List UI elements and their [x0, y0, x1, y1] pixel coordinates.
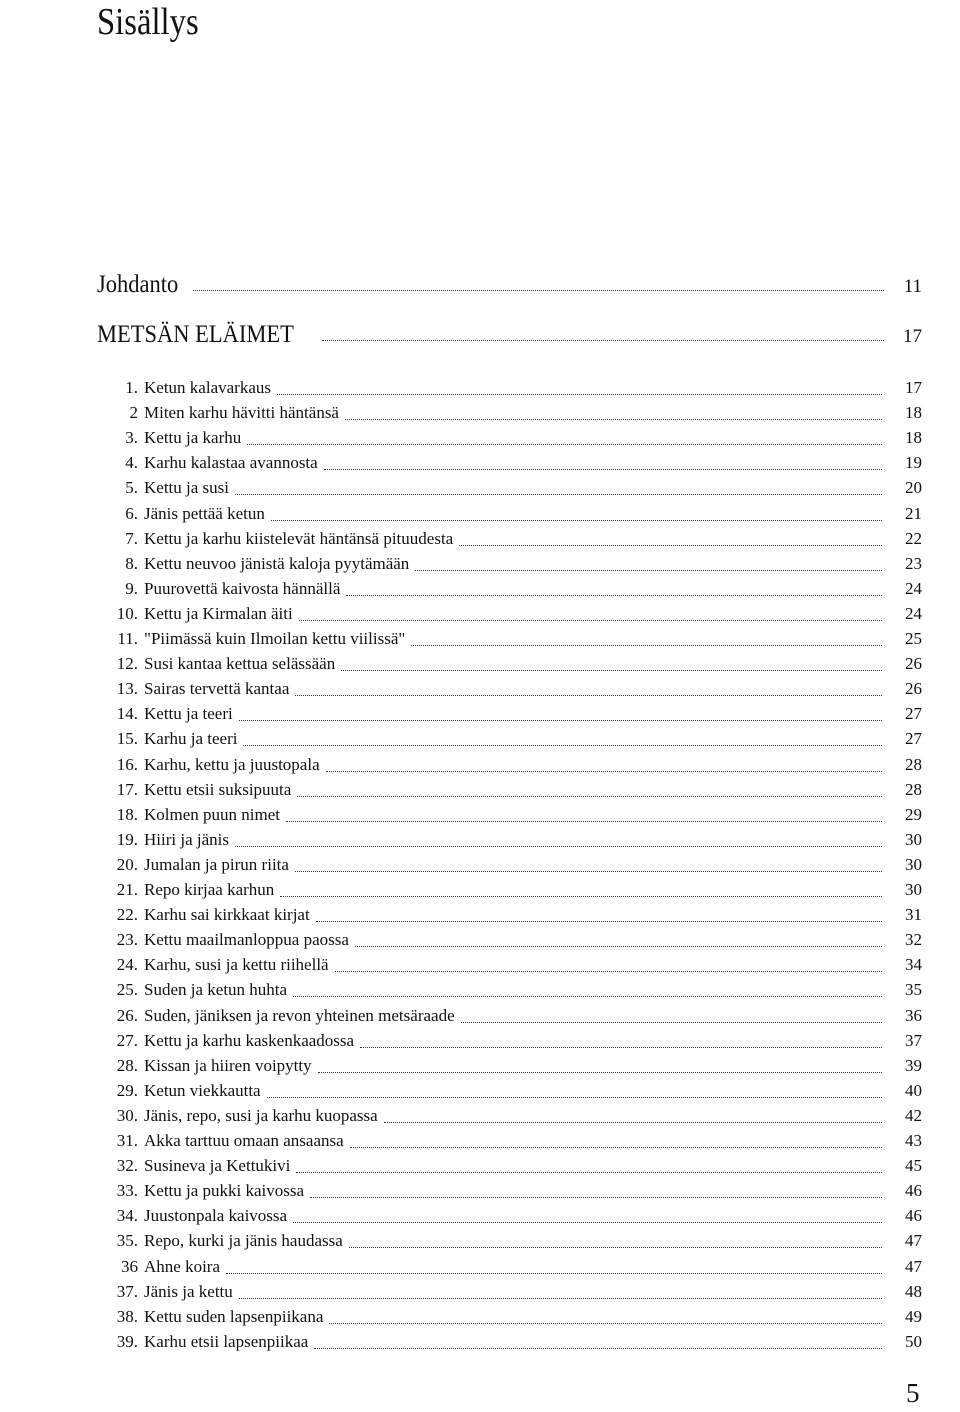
- toc-entry-number: 32.: [116, 1156, 138, 1176]
- toc-entry-page: 40: [905, 1080, 922, 1100]
- toc-entry-page: 32: [905, 930, 922, 950]
- toc-entry-title: Miten karhu hävitti häntänsä: [144, 403, 339, 423]
- toc-entry-number: 19.: [116, 829, 138, 849]
- toc-entry[interactable]: [100, 1128, 922, 1153]
- toc-entry-page: 22: [905, 528, 922, 548]
- toc-entry-page: 39: [905, 1055, 922, 1075]
- toc-entry-number: 39.: [116, 1331, 138, 1351]
- toc-entry-number: 36: [121, 1256, 138, 1276]
- toc-entry[interactable]: [100, 1153, 922, 1178]
- toc-entry-title: Karhu ja teeri: [144, 729, 238, 749]
- toc-entry-page: 28: [905, 754, 922, 774]
- toc-entry[interactable]: [100, 1228, 922, 1253]
- toc-entry-number: 15.: [116, 729, 138, 749]
- toc-entry-page: 17: [905, 378, 922, 397]
- dot-leader: [322, 339, 884, 341]
- toc-entry-number: 20.: [116, 854, 138, 874]
- dot-leader: [293, 995, 882, 997]
- dot-leader: [286, 820, 882, 822]
- dot-leader: [193, 289, 884, 291]
- dot-leader: [295, 870, 882, 872]
- toc-entry-page: 47: [905, 1256, 922, 1276]
- toc-entry-page: 18: [905, 403, 922, 423]
- toc-entry-page: 20: [905, 478, 922, 498]
- toc-entry-page: 35: [905, 980, 922, 1000]
- toc-entry[interactable]: [100, 952, 922, 977]
- toc-entry[interactable]: [100, 450, 922, 475]
- toc-entry-page: 48: [905, 1281, 922, 1301]
- toc-entry-title: Kettu ja teeri: [144, 704, 233, 724]
- toc-entry-title: Ahne koira: [144, 1256, 221, 1276]
- toc-entry[interactable]: [100, 777, 922, 802]
- toc-entry-title: Karhu kalastaa avannosta: [144, 453, 318, 473]
- toc-entry-page: 45: [905, 1156, 922, 1176]
- toc-entry-title: Kettu etsii suksipuuta: [144, 779, 292, 799]
- dot-leader: [360, 1046, 882, 1048]
- toc-entry-page: 23: [905, 553, 922, 573]
- toc-entry-title: Sairas tervettä kantaa: [144, 679, 290, 699]
- toc-entry-number: 10.: [116, 603, 138, 623]
- dot-leader: [310, 1196, 882, 1198]
- toc-entry[interactable]: [100, 1203, 922, 1228]
- toc-entry-page: 49: [905, 1306, 922, 1326]
- dot-leader: [318, 1071, 882, 1073]
- toc-entry-title: Kissan ja hiiren voipytty: [144, 1055, 312, 1075]
- toc-entry-page: 24: [905, 578, 922, 598]
- page-number: 5: [906, 1378, 920, 1408]
- toc-entry-page: 37: [905, 1030, 922, 1050]
- toc-entry[interactable]: [100, 676, 922, 701]
- toc-entry[interactable]: [100, 400, 922, 425]
- toc-entry-title: Susineva ja Kettukivi: [144, 1156, 291, 1176]
- toc-entry[interactable]: [100, 375, 922, 400]
- dot-leader: [345, 418, 882, 420]
- toc-entry-number: 8.: [125, 553, 138, 573]
- toc-entry-title: Jänis ja kettu: [144, 1281, 233, 1301]
- toc-entry[interactable]: [100, 1028, 922, 1053]
- toc-entry-title: Kettu maailmanloppua paossa: [144, 930, 349, 950]
- dot-leader: [316, 920, 882, 922]
- dot-leader: [324, 468, 882, 470]
- toc-entry[interactable]: [100, 927, 922, 952]
- dot-leader: [461, 1021, 882, 1023]
- toc-entry[interactable]: [100, 977, 922, 1002]
- toc-entry-title: Puurovettä kaivosta hännällä: [144, 578, 341, 598]
- toc-entry-number: 16.: [116, 754, 138, 774]
- dot-leader: [346, 594, 882, 596]
- toc-entry[interactable]: [100, 1279, 922, 1304]
- dot-leader: [411, 644, 882, 646]
- toc-entry[interactable]: [100, 1254, 922, 1279]
- toc-entry-title: Ketun kalavarkaus: [144, 378, 271, 397]
- toc-entry-number: 26.: [116, 1005, 138, 1025]
- toc-entry-title: Suden ja ketun huhta: [144, 980, 288, 1000]
- toc-entry[interactable]: [100, 877, 922, 902]
- dot-leader: [235, 845, 882, 847]
- toc-entry[interactable]: [100, 752, 922, 777]
- toc-entry-number: 21.: [116, 880, 138, 899]
- toc-entry-page: 18: [905, 428, 922, 448]
- toc-entry-page: 26: [905, 654, 922, 674]
- toc-entry-page: 50: [905, 1331, 922, 1351]
- toc-entry-title: Kettu ja karhu kiistelevät häntänsä pituudesta: [144, 528, 454, 548]
- toc-entry-number: 3.: [125, 428, 138, 448]
- toc-entry-number: 23.: [116, 930, 138, 950]
- toc-entry-page: 27: [905, 704, 922, 724]
- toc-entry-title: Repo kirjaa karhun: [144, 880, 275, 899]
- dot-leader: [296, 1171, 882, 1173]
- dot-leader: [314, 1347, 882, 1349]
- toc-entry-page: 30: [905, 854, 922, 874]
- toc-entry-number: 34.: [116, 1206, 138, 1226]
- toc-entry[interactable]: [100, 701, 922, 726]
- toc-section-page: 17: [903, 326, 922, 347]
- toc-entry-page: 30: [905, 880, 922, 899]
- toc-entry-number: 31.: [116, 1131, 138, 1150]
- toc-entry-number: 11.: [117, 629, 138, 648]
- toc-entry-title: Jumalan ja pirun riita: [144, 854, 289, 874]
- toc-entry[interactable]: [100, 475, 922, 500]
- toc-entry-number: 27.: [116, 1030, 138, 1050]
- toc-entry-title: Repo, kurki ja jänis haudassa: [144, 1231, 343, 1251]
- toc-entry-title: Akka tarttuu omaan ansaansa: [144, 1131, 344, 1150]
- toc-entry-title: Kettu ja Kirmalan äiti: [144, 603, 293, 623]
- toc-entry-number: 30.: [116, 1105, 138, 1125]
- dot-leader: [350, 1146, 882, 1148]
- toc-section-title: Johdanto: [97, 271, 179, 298]
- toc-entry-number: 24.: [116, 955, 138, 975]
- toc-entry-page: 25: [905, 629, 922, 648]
- dot-leader: [293, 1221, 882, 1223]
- dot-leader: [239, 719, 882, 721]
- toc-entry-number: 7.: [125, 528, 138, 548]
- dot-leader: [297, 795, 882, 797]
- toc-entry-page: 46: [905, 1206, 922, 1226]
- toc-entry-page: 19: [905, 453, 922, 473]
- toc-entry[interactable]: [100, 626, 922, 651]
- toc-entry-page: 29: [905, 804, 922, 824]
- toc-entry-title: Karhu sai kirkkaat kirjat: [144, 905, 310, 925]
- toc-entry-number: 28.: [116, 1055, 138, 1075]
- toc-entry[interactable]: [100, 1304, 922, 1329]
- toc-entry-page: 43: [905, 1131, 922, 1150]
- dot-leader: [280, 895, 882, 897]
- toc-entry-number: 17.: [116, 779, 138, 799]
- toc-entry[interactable]: [100, 425, 922, 450]
- toc-entry-title: Kettu ja karhu kaskenkaadossa: [144, 1030, 355, 1050]
- toc-entry-title: Jänis pettää ketun: [144, 503, 265, 523]
- toc-entry-number: 9.: [125, 578, 138, 598]
- toc-entry-number: 13.: [116, 679, 138, 699]
- toc-entry-title: Kettu suden lapsenpiikana: [144, 1306, 324, 1326]
- dot-leader: [295, 694, 882, 696]
- toc-entry[interactable]: [100, 827, 922, 852]
- dot-leader: [239, 1297, 882, 1299]
- dot-leader: [267, 1096, 882, 1098]
- dot-leader: [271, 519, 882, 521]
- toc-entry-number: 25.: [116, 980, 138, 1000]
- dot-leader: [243, 744, 882, 746]
- toc-entry-page: 21: [905, 503, 922, 523]
- toc-entry-title: Kettu ja pukki kaivossa: [144, 1181, 305, 1201]
- toc-section-intro[interactable]: [97, 270, 922, 300]
- toc-entry[interactable]: [100, 902, 922, 927]
- toc-entry[interactable]: [100, 1329, 922, 1354]
- toc-entry-number: 6.: [125, 503, 138, 523]
- toc-entry-page: 24: [905, 603, 922, 623]
- toc-entry-number: 14.: [116, 704, 138, 724]
- toc-entry-page: 31: [905, 905, 922, 925]
- dot-leader: [226, 1272, 882, 1274]
- toc-entry-number: 33.: [116, 1181, 138, 1201]
- toc-entry-page: 26: [905, 679, 922, 699]
- dot-leader: [355, 945, 882, 947]
- toc-entry-title: Hiiri ja jänis: [144, 829, 229, 849]
- toc-entry[interactable]: [100, 1003, 922, 1028]
- dot-leader: [277, 393, 882, 395]
- dot-leader: [384, 1121, 882, 1123]
- toc-entry-number: 1.: [125, 378, 138, 397]
- dot-leader: [235, 493, 882, 495]
- toc-entry-title: Kettu ja karhu: [144, 428, 242, 448]
- toc-entry[interactable]: [100, 1053, 922, 1078]
- toc-section-page: 11: [903, 276, 922, 297]
- toc-entry-page: 36: [905, 1005, 922, 1025]
- dot-leader: [326, 770, 882, 772]
- toc-entry-number: 38.: [116, 1306, 138, 1326]
- toc-entry[interactable]: [100, 852, 922, 877]
- toc-entry-number: 4.: [125, 453, 138, 473]
- toc-entry-title: Karhu, susi ja kettu riihellä: [144, 955, 329, 975]
- toc-entry-number: 5.: [125, 478, 138, 498]
- toc-entry-number: 2: [129, 403, 138, 423]
- toc-entry[interactable]: [100, 576, 922, 601]
- toc-entry[interactable]: [100, 501, 922, 526]
- dot-leader: [349, 1246, 882, 1248]
- toc-entry[interactable]: [100, 651, 922, 676]
- toc-entry-page: 46: [905, 1181, 922, 1201]
- toc-entry-page: 28: [905, 779, 922, 799]
- toc-entry-title: Kolmen puun nimet: [144, 804, 280, 824]
- dot-leader: [341, 669, 882, 671]
- toc-entry-number: 22.: [116, 905, 138, 925]
- dot-leader: [299, 619, 882, 621]
- toc-entry-title: Kettu neuvoo jänistä kaloja pyytämään: [144, 553, 410, 573]
- toc-entry[interactable]: [100, 601, 922, 626]
- toc-entry-page: 30: [905, 829, 922, 849]
- dot-leader: [247, 443, 882, 445]
- toc-entry-title: Ketun viekkautta: [144, 1080, 261, 1100]
- page-title: Sisällys: [97, 1, 199, 43]
- toc-entry-page: 47: [905, 1231, 922, 1251]
- toc-entry-number: 12.: [116, 654, 138, 674]
- toc-entry-title: "Piimässä kuin Ilmoilan kettu viilissä": [144, 629, 406, 648]
- toc-entry-page: 42: [905, 1105, 922, 1125]
- dot-leader: [415, 569, 882, 571]
- toc-entry-number: 18.: [116, 804, 138, 824]
- toc-entry[interactable]: [100, 551, 922, 576]
- toc-section-title: METSÄN ELÄIMET: [97, 321, 294, 348]
- toc-entry-title: Karhu, kettu ja juustopala: [144, 754, 320, 774]
- toc-entry-page: 27: [905, 729, 922, 749]
- toc-entry-page: 34: [905, 955, 922, 975]
- toc-entry-number: 35.: [116, 1231, 138, 1251]
- toc-entry[interactable]: [100, 1178, 922, 1203]
- toc-entry[interactable]: [100, 1103, 922, 1128]
- dot-leader: [459, 544, 882, 546]
- toc-entry-number: 37.: [116, 1281, 138, 1301]
- toc-section-forest-animals[interactable]: [97, 320, 922, 350]
- toc-entry[interactable]: [100, 1078, 922, 1103]
- toc-entry-title: Karhu etsii lapsenpiikaa: [144, 1331, 309, 1351]
- toc-entry-title: Suden, jäniksen ja revon yhteinen metsäraade: [144, 1005, 455, 1025]
- toc-entry[interactable]: [100, 526, 922, 551]
- toc-entry-title: Kettu ja susi: [144, 478, 229, 498]
- dot-leader: [335, 970, 882, 972]
- toc-entry-title: Jänis, repo, susi ja karhu kuopassa: [144, 1105, 378, 1125]
- toc-entry-title: Juustonpala kaivossa: [144, 1206, 288, 1226]
- toc-entry[interactable]: [100, 726, 922, 751]
- toc-entry-number: 29.: [116, 1080, 138, 1100]
- dot-leader: [329, 1322, 882, 1324]
- toc-entry-title: Susi kantaa kettua selässään: [144, 654, 336, 674]
- toc-entry[interactable]: [100, 802, 922, 827]
